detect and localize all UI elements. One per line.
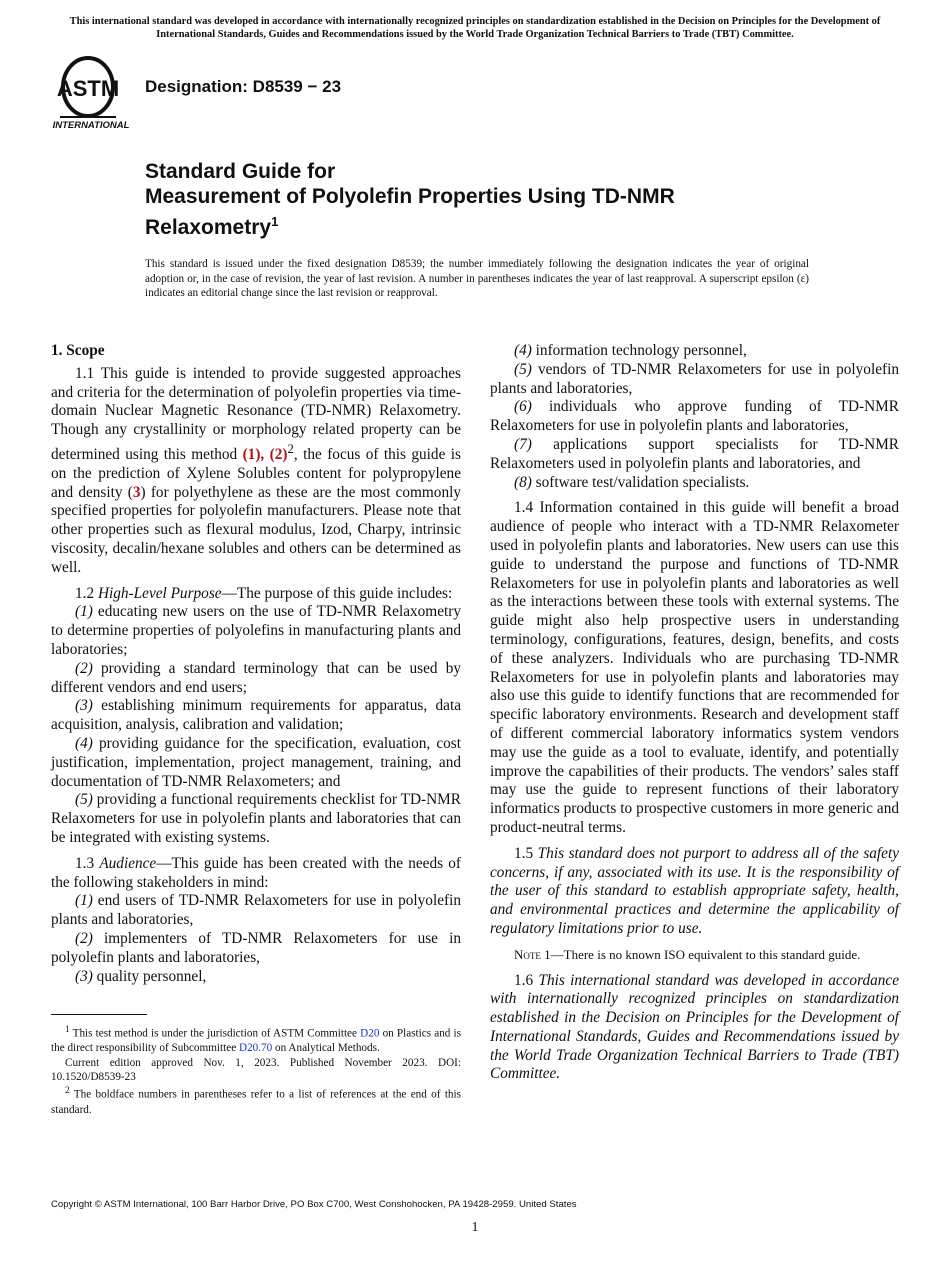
- paragraph-1-2: 1.2 High-Level Purpose—The purpose of this guide includes:: [75, 584, 453, 602]
- reference-link-1[interactable]: (1: [242, 446, 256, 464]
- paragraph-1-4: 1.4 Information contained in this guide will benefit a broad audience of people who interact with a TD-NMR Relaxometer used in polyolefin plants and laboratories. New users can use this guide to understand the purpose and functions of TD-NMR Relaxometers for use in polyolefin plants and laboratories as well as the interactions between these tools with external systems. The guide might also help prospective users in understanding terminology, configurations, features, design, benefits, and costs of these analyzers. Individuals who are purchasing TD-NMR Relaxometers for use in polyolefin plants and laboratories may also use this guide to identify functions that are recommended for specific laboratory environments. Research and development staff of different commercial laboratory informatics system vendors may use the guide as a tool to evaluate, identify, and potentially improve the capabilities of their products. The vendors’ sales staff may use the guide to represent functions of their laboratory informatics products to prospective customers in more generic and product-neutral terms.: [490, 499, 899, 836]
- paragraph-1-3: 1.3 Audience—This guide has been created with the needs of the following stakeholders in mind:: [51, 854, 461, 891]
- footnote-1-edition: Current edition approved Nov. 1, 2023. Published November 2023. DOI: 10.1520/D8539-23: [51, 1056, 461, 1083]
- list-item: (3) quality personnel,: [75, 967, 207, 985]
- copyright: Copyright © ASTM International, 100 Barr Harbor Drive, PO Box C700, West Conshohocken, PA 19428-2959. United States: [51, 1199, 577, 1210]
- list-item: (4) information technology personnel,: [514, 342, 747, 359]
- note-1: Note 1—There is no known ISO equivalent to this standard guide.: [514, 946, 861, 962]
- paragraph-1-6: 1.6 This international standard was developed in accordance with internationally recognized principles on standardization established in the Decision on Principles for the Development of International Standards, Guides and Recommendations issued by the World Trade Organization Technical Barriers to Trade (TBT) Committee.: [490, 971, 899, 1083]
- list-item: (2) implementers of TD-NMR Relaxometers for use in polyolefin plants and laboratories,: [51, 930, 461, 966]
- footnote-divider: [51, 1014, 147, 1015]
- page-number: 1: [471, 1220, 479, 1235]
- list-item: (5) vendors of TD-NMR Relaxometers for use in polyolefin plants and laboratories,: [490, 360, 899, 397]
- paragraph-1-1: 1.1 This guide is intended to provide suggested approaches and criteria for the determination of polyolefin properties via time-domain Nuclear Magnetic Resonance (TD-NMR) Relaxometry. Though any crystallinity or morphology related property can be determined using this method (1), $(2)^2$, the focus of this guide is on the prediction of Xylene Solubles content for polypropylene and density (3) for polyethylene as these are the most commonly specified properties for polyolefin manufacturers. Please note that other properties such as flexural modulus, Izod, Charpy, intrinsic viscosity, decalin/hexane solubles and others can be determined as well.: [51, 364, 461, 576]
- tbt-notice: This international standard was developed in accordance with internationally recognized principles on standardization established in the Decision on Principles for the Development of International Standards, Guides and Recommendations issued by the World Trade Organization Technical Barriers to Trade (TBT) Committee.: [69, 16, 881, 40]
- title-line-3: Relaxometry$^1$: [145, 214, 279, 239]
- astm-logo: [50, 56, 136, 132]
- footnote-2: $^2$ The boldface numbers in parentheses refer to a list of references at the end of this standard.: [51, 1086, 461, 1116]
- list-item: (1) educating new users on the use of TD-NMR Relaxometry to determine properties of polyolefins in manufacturing plants and laboratories;: [51, 603, 461, 659]
- title-line-1: Standard Guide for: [145, 160, 336, 183]
- list-item: (6) individuals who approve funding of TD-NMR Relaxometers for use in polyolefin plants and laboratories,: [490, 398, 899, 435]
- list-item: (7) applications support specialists for TD-NMR Relaxometers used in polyolefin plants and laboratories, and: [490, 435, 899, 472]
- list-item: (4) providing guidance for the specification, evaluation, cost justification, implementation, project management, training, and documentation of TD-NMR Relaxometers; and: [51, 735, 461, 790]
- right-column: [490, 342, 899, 1084]
- footnote-ref-2[interactable]: 2: [287, 441, 294, 456]
- reference-link-3[interactable]: 3: [132, 483, 141, 501]
- title-line-2: Measurement of Polyolefin Properties Using TD-NMR: [145, 185, 675, 208]
- list-item: (2) providing a standard terminology that can be used by different vendors and end users;: [51, 659, 461, 696]
- list-item: (5) providing a functional requirements checklist for TD-NMR Relaxometers for use in polyolefin plants and laboratories that can be integrated with existing systems.: [51, 791, 461, 847]
- astm-logo-text: ASTM: [56, 76, 120, 101]
- reference-link-2[interactable]: (2: [269, 446, 283, 464]
- footnote-1: $^1$ This test method is under the jurisdiction of ASTM Committee D20 on Plastics and is the direct responsibility of Subcommittee D20.70 on Analytical Methods.: [51, 1025, 461, 1055]
- footnotes: [51, 1023, 461, 1117]
- document-title: [145, 159, 845, 240]
- designation: Designation: D8539 − 23: [145, 77, 342, 96]
- committee-link[interactable]: D20: [360, 1027, 380, 1040]
- list-item: (3) establishing minimum requirements for apparatus, data acquisition, analysis, calibration and validation;: [51, 697, 461, 734]
- paragraph-1-5: 1.5 This standard does not purport to address all of the safety concerns, if any, associated with its use. It is the responsibility of the user of this standard to establish appropriate safety, health, and environmental practices and determine the applicability of regulatory limitations prior to use.: [490, 844, 899, 937]
- astm-logo-subtext: INTERNATIONAL: [52, 120, 130, 131]
- subcommittee-link[interactable]: D20.70: [238, 1042, 273, 1055]
- title-footnote-ref[interactable]: 1: [271, 214, 279, 229]
- issued-statement: This standard is issued under the fixed designation D8539; the number immediately following the designation indicates the year of original adoption or, in the case of revision, the year of last revision. A number in parentheses indicates the year of last reapproval. A superscript epsilon (ε) indicates an editorial change since the last revision or reapproval.: [145, 258, 809, 300]
- left-column: [51, 342, 461, 986]
- list-item: (8) software test/validation specialists.: [514, 473, 750, 491]
- list-item: (1) end users of TD-NMR Relaxometers for use in polyolefin plants and laboratories,: [51, 892, 461, 929]
- section-heading-scope: 1. Scope: [51, 342, 105, 359]
